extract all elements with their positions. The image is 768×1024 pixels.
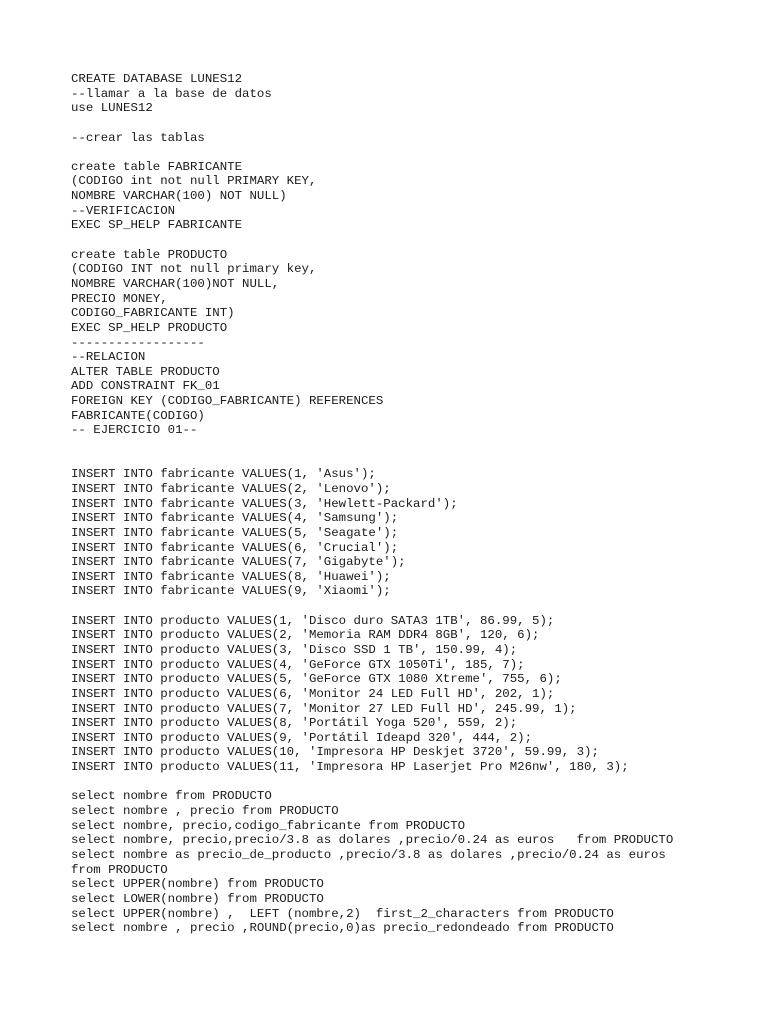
code-line: ADD CONSTRAINT FK_01 (71, 379, 220, 394)
code-line: INSERT INTO fabricante VALUES(3, 'Hewlett-Packard'); (71, 496, 458, 511)
code-line: EXEC SP_HELP PRODUCTO (71, 320, 228, 335)
code-line: INSERT INTO producto VALUES(4, 'GeForce GTX 1050Ti', 185, 7); (71, 657, 525, 672)
code-line: INSERT INTO producto VALUES(2, 'Memoria RAM DDR4 8GB', 120, 6); (71, 628, 540, 643)
code-line: ALTER TABLE PRODUCTO (71, 364, 220, 379)
code-line: --RELACION (71, 350, 146, 365)
code-line: INSERT INTO fabricante VALUES(4, 'Samsung'); (71, 511, 399, 526)
code-line: -- EJERCICIO 01-- (71, 423, 198, 438)
code-line: INSERT INTO producto VALUES(6, 'Monitor 24 LED Full HD', 202, 1); (71, 686, 555, 701)
code-line: select nombre, precio,precio/3.8 as dolares ,precio/0.24 as euros from PRODUCTO (71, 833, 674, 848)
code-line: select nombre from PRODUCTO (71, 789, 272, 804)
code-line: PRECIO MONEY, (71, 291, 168, 306)
code-line: INSERT INTO fabricante VALUES(6, 'Crucial'); (71, 540, 399, 555)
code-line: select nombre as precio_de_producto ,precio/3.8 as dolares ,precio/0.24 as euros (71, 847, 666, 862)
code-line: INSERT INTO fabricante VALUES(8, 'Huawei'); (71, 569, 391, 584)
code-line: EXEC SP_HELP FABRICANTE (71, 218, 243, 233)
blank-line (71, 145, 751, 160)
code-line: INSERT INTO fabricante VALUES(7, 'Gigabyte'); (71, 555, 406, 570)
code-line: INSERT INTO producto VALUES(9, 'Portátil Ideapd 320', 444, 2); (71, 730, 533, 745)
blank-line (71, 775, 751, 790)
code-line: INSERT INTO producto VALUES(7, 'Monitor 27 LED Full HD', 245.99, 1); (71, 701, 577, 716)
code-line: FOREIGN KEY (CODIGO_FABRICANTE) REFERENCES (71, 394, 384, 409)
code-line: --crear las tablas (71, 130, 205, 145)
blank-line (71, 116, 751, 131)
code-line: select nombre , precio ,ROUND(precio,0)as precio_redondeado from PRODUCTO (71, 921, 614, 936)
code-line: select UPPER(nombre) from PRODUCTO (71, 877, 324, 892)
blank-line (71, 233, 751, 248)
code-line: INSERT INTO fabricante VALUES(2, 'Lenovo'); (71, 481, 391, 496)
code-line: NOMBRE VARCHAR(100) NOT NULL) (71, 189, 287, 204)
code-line: --VERIFICACION (71, 203, 176, 218)
code-line: FABRICANTE(CODIGO) (71, 408, 205, 423)
blank-line (71, 438, 751, 453)
code-line: select nombre , precio from PRODUCTO (71, 804, 339, 819)
code-line: INSERT INTO producto VALUES(11, 'Impresora HP Laserjet Pro M26nw', 180, 3); (71, 760, 629, 775)
code-line: select nombre, precio,codigo_fabricante from PRODUCTO (71, 818, 466, 833)
code-line: create table FABRICANTE (71, 159, 243, 174)
code-line: INSERT INTO producto VALUES(1, 'Disco duro SATA3 1TB', 86.99, 5); (71, 613, 555, 628)
sql-code-block (71, 72, 751, 936)
code-line: INSERT INTO fabricante VALUES(9, 'Xiaomi'); (71, 584, 391, 599)
code-line: INSERT INTO producto VALUES(8, 'Portátil Yoga 520', 559, 2); (71, 716, 518, 731)
code-line: NOMBRE VARCHAR(100)NOT NULL, (71, 276, 280, 291)
code-line: use LUNES12 (71, 101, 153, 116)
code-line: ------------------ (71, 335, 205, 350)
code-line: CREATE DATABASE LUNES12 (71, 72, 243, 86)
blank-line (71, 453, 751, 468)
code-line: INSERT INTO fabricante VALUES(1, 'Asus'); (71, 467, 376, 482)
code-line: create table PRODUCTO (71, 247, 228, 262)
code-line: INSERT INTO fabricante VALUES(5, 'Seagate'); (71, 525, 399, 540)
code-line: INSERT INTO producto VALUES(10, 'Impresora HP Deskjet 3720', 59.99, 3); (71, 745, 599, 760)
code-line: INSERT INTO producto VALUES(3, 'Disco SSD 1 TB', 150.99, 4); (71, 642, 518, 657)
code-line: INSERT INTO producto VALUES(5, 'GeForce GTX 1080 Xtreme', 755, 6); (71, 672, 562, 687)
blank-line (71, 599, 751, 614)
code-line: select LOWER(nombre) from PRODUCTO (71, 891, 324, 906)
code-line: (CODIGO INT not null primary key, (71, 262, 317, 277)
code-line: from PRODUCTO (71, 862, 168, 877)
code-line: CODIGO_FABRICANTE INT) (71, 306, 235, 321)
code-line: select UPPER(nombre) , LEFT (nombre,2) first_2_characters from PRODUCTO (71, 906, 614, 921)
code-line: --llamar a la base de datos (71, 86, 272, 101)
code-line: (CODIGO int not null PRIMARY KEY, (71, 174, 317, 189)
